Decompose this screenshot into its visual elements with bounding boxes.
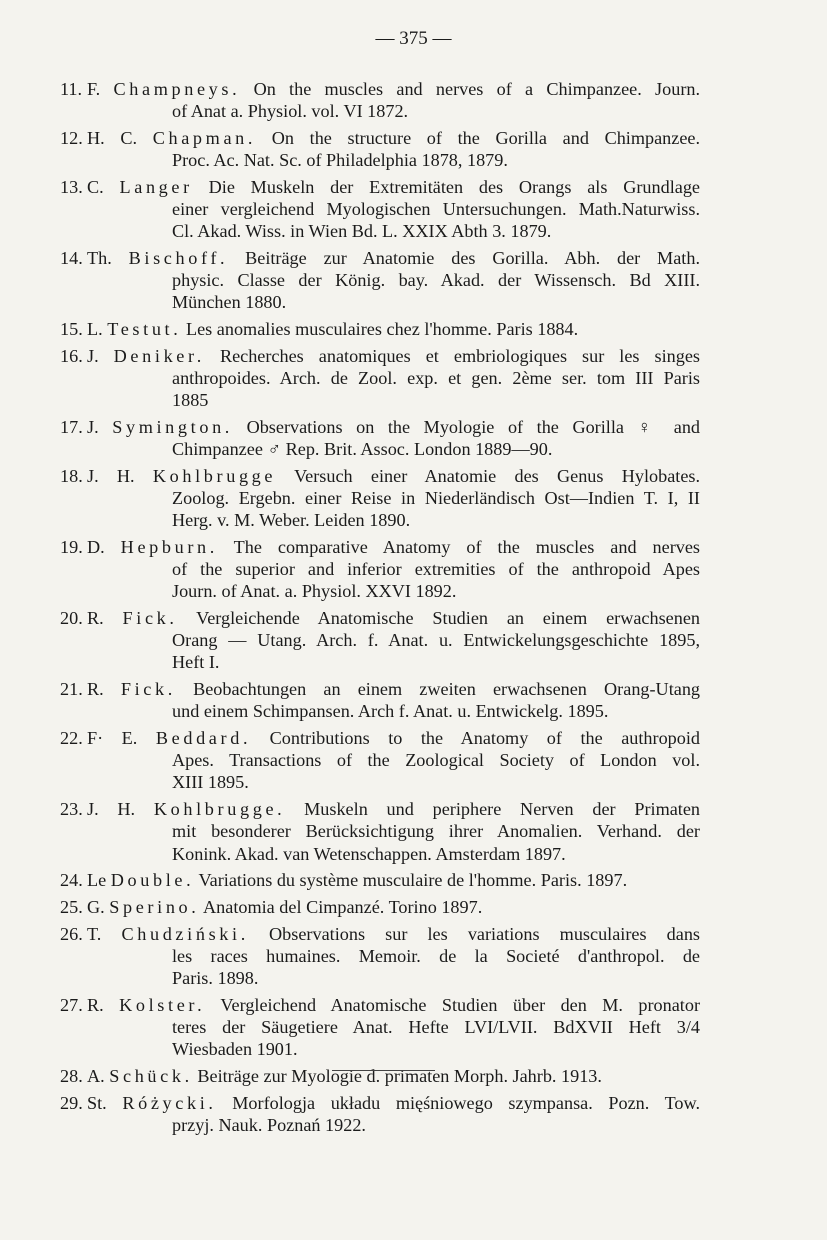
reference-title: Beiträge zur Myologie d. primaten Morph. Jahrb. 1913. [197,1065,602,1086]
reference-continuation: und einem Schimpansen. Arch f. Anat. u. Entwickelg. 1895. [172,701,609,722]
reference-title: Vergleichend Anatomische Studien über den M. pronator [220,994,701,1015]
reference-author-surname: Chapman. [152,127,257,148]
reference-number: 15. [60,319,83,340]
reference-title: The comparative Anatomy of the muscles and nerves [233,536,701,557]
reference-continuation: Chimpanzee ♂ Rep. Brit. Assoc. London 1889—90. [172,439,553,460]
reference-title: Les anomalies musculaires chez l'homme. Paris 1884. [185,319,579,340]
reference-continuation: of Anat a. Physiol. vol. VI 1872. [172,101,409,122]
reference-item [60,869,700,891]
reference-item [60,1092,700,1136]
reference-author-initials: J. H. [87,799,136,820]
reference-title: Anatomia del Cimpanzé. Torino 1897. [203,896,483,917]
reference-title: Recherches anatomiques et embriologiques sur les singes [219,345,701,366]
reference-title: Morfologja układu mięśniowego szympansa. Pozn. Tow. [232,1092,701,1113]
reference-continuation: Heft I. [172,652,220,673]
reference-continuation: Herg. v. M. Weber. Leiden 1890. [172,510,411,531]
reference-author-surname: Sperino. [109,896,200,917]
reference-item [60,798,700,865]
reference-author-surname: Różycki. [122,1092,217,1113]
reference-item [60,607,700,674]
reference-author-surname: Kohlbrugge [152,465,277,486]
reference-author-initials: St. [87,1092,107,1113]
reference-number: 26. [60,923,83,944]
reference-number: 24. [60,870,83,891]
reference-number: 16. [60,345,83,366]
reference-continuation: Wiesbaden 1901. [172,1039,298,1060]
reference-number: 14. [60,247,83,268]
reference-continuation: 1885 [172,390,209,411]
reference-author-surname: Deniker. [113,345,205,366]
reference-continuation: les races humaines. Memoir. de la Societé d'anthropol. de [172,945,700,966]
reference-continuation: Proc. Ac. Nat. Sc. of Philadelphia 1878, 1879. [172,150,508,171]
reference-continuation: of the superior and inferior extremities of the anthropoid Apes [172,559,700,580]
reference-number: 28. [60,1065,83,1086]
closing-rule [332,1070,435,1071]
reference-author-initials: H. C. [87,127,138,148]
reference-item [60,1065,700,1087]
reference-number: 18. [60,465,83,486]
reference-item [60,994,700,1061]
reference-title: Observations on the Myologie of the Gorilla ♀ and [246,416,701,437]
reference-author-initials: F. [87,79,101,99]
reference-item [60,727,700,794]
reference-item [60,896,700,918]
reference-item [60,416,700,460]
reference-continuation: przyj. Nauk. Poznań 1922. [172,1114,366,1135]
reference-item [60,78,700,122]
reference-continuation: Paris. 1898. [172,968,259,989]
reference-continuation: mit besonderer Berücksichtigung ihrer Anomalien. Verhand. der [172,821,700,842]
reference-continuation: XIII 1895. [172,772,249,793]
reference-title: On the structure of the Gorilla and Chimpanzee. [271,127,701,148]
reference-author-surname: Schück. [109,1065,193,1086]
reference-continuation: Orang — Utang. Arch. f. Anat. u. Entwickelungsgeschichte 1895, [172,630,700,651]
reference-continuation: Zoolog. Ergebn. einer Reise in Niederländisch Ost—Indien T. I, II [172,487,700,508]
reference-number: 21. [60,679,83,700]
reference-author-surname: Double. [110,870,195,891]
reference-title: Beiträge zur Anatomie des Gorilla. Abh. der Math. [245,247,700,268]
reference-author-initials: L. [87,319,103,340]
reference-continuation: Apes. Transactions of the Zoological Society of London vol. [172,750,700,771]
reference-continuation: Journ. of Anat. a. Physiol. XXVI 1892. [172,581,457,602]
reference-author-initials: F· E. [87,727,138,748]
reference-item [60,318,700,340]
reference-continuation: einer vergleichend Myologischen Untersuchungen. Math.Naturwiss. [172,199,700,220]
reference-item [60,176,700,243]
reference-author-surname: Chudziński. [121,923,249,944]
reference-continuation: Cl. Akad. Wiss. in Wien Bd. L. XXIX Abth 3. 1879. [172,221,552,242]
reference-title: Muskeln und periphere Nerven der Primaten [304,799,701,820]
reference-author-initials: J. [87,345,99,366]
reference-number: 11. [60,79,83,99]
reference-list [60,78,700,1140]
reference-author-initials: R. [87,994,104,1015]
reference-author-initials: A. [87,1065,105,1086]
reference-title: On the muscles and nerves of a Chimpanzee. Journ. [253,79,701,99]
reference-author-surname: Champneys. [113,79,241,99]
reference-number: 20. [60,607,83,628]
reference-number: 27. [60,994,83,1015]
reference-title: Beobachtungen an einem zweiten erwachsenen Orang-Utang [193,679,701,700]
reference-author-initials: R. [87,607,104,628]
reference-author-surname: Fick. [122,607,178,628]
reference-item [60,678,700,722]
reference-author-surname: Fick. [120,679,176,700]
reference-continuation: teres der Säugetiere Anat. Hefte LVI/LVII. BdXVII Heft 3/4 [172,1016,700,1037]
reference-author-surname: Hepburn. [120,536,218,557]
reference-author-surname: Bischoff. [128,247,229,268]
reference-title: Vergleichende Anatomische Studien an einem erwachsenen [196,607,700,628]
reference-item [60,465,700,532]
reference-author-surname: Testut. [107,319,182,340]
reference-author-initials: Le [87,870,107,891]
reference-author-initials: J. [87,416,99,437]
reference-author-initials: Th. [87,247,112,268]
reference-number: 29. [60,1092,83,1113]
reference-number: 23. [60,799,83,820]
reference-continuation: anthropoides. Arch. de Zool. exp. et gen. 2ème ser. tom III Paris [172,367,700,388]
reference-continuation: Konink. Akad. van Wetenschappen. Amsterdam 1897. [172,843,566,864]
reference-author-surname: Beddard. [155,727,252,748]
reference-author-initials: D. [87,536,105,557]
reference-number: 13. [60,176,83,197]
reference-author-initials: J. H. [87,465,135,486]
page-number: — 375 — [375,28,452,49]
reference-title: Die Muskeln der Extremitäten des Orangs als Grundlage [208,176,701,197]
reference-number: 17. [60,416,83,437]
reference-title: Versuch einer Anatomie des Genus Hylobates. [294,465,701,486]
reference-author-initials: G. [87,896,105,917]
reference-author-surname: Symington. [112,416,233,437]
reference-title: Observations sur les variations musculaires dans [269,923,701,944]
reference-number: 22. [60,727,83,748]
reference-number: 19. [60,536,83,557]
reference-number: 25. [60,896,83,917]
reference-title: Contributions to the Anatomy of the authropoid [269,727,700,748]
reference-item [60,247,700,314]
reference-author-initials: T. [87,923,102,944]
reference-continuation: physic. Classe der König. bay. Akad. der Wissensch. Bd XIII. [172,270,700,291]
reference-item [60,345,700,412]
reference-item [60,923,700,990]
reference-author-surname: Langer [119,176,193,197]
reference-continuation: München 1880. [172,292,287,313]
reference-title: Variations du système musculaire de l'homme. Paris. 1897. [198,870,628,891]
reference-author-surname: Kohlbrugge. [153,799,286,820]
reference-author-initials: C. [87,176,104,197]
reference-item [60,127,700,171]
reference-number: 12. [60,127,83,148]
reference-item [60,536,700,603]
reference-author-surname: Kolster. [119,994,206,1015]
reference-author-initials: R. [87,679,104,700]
